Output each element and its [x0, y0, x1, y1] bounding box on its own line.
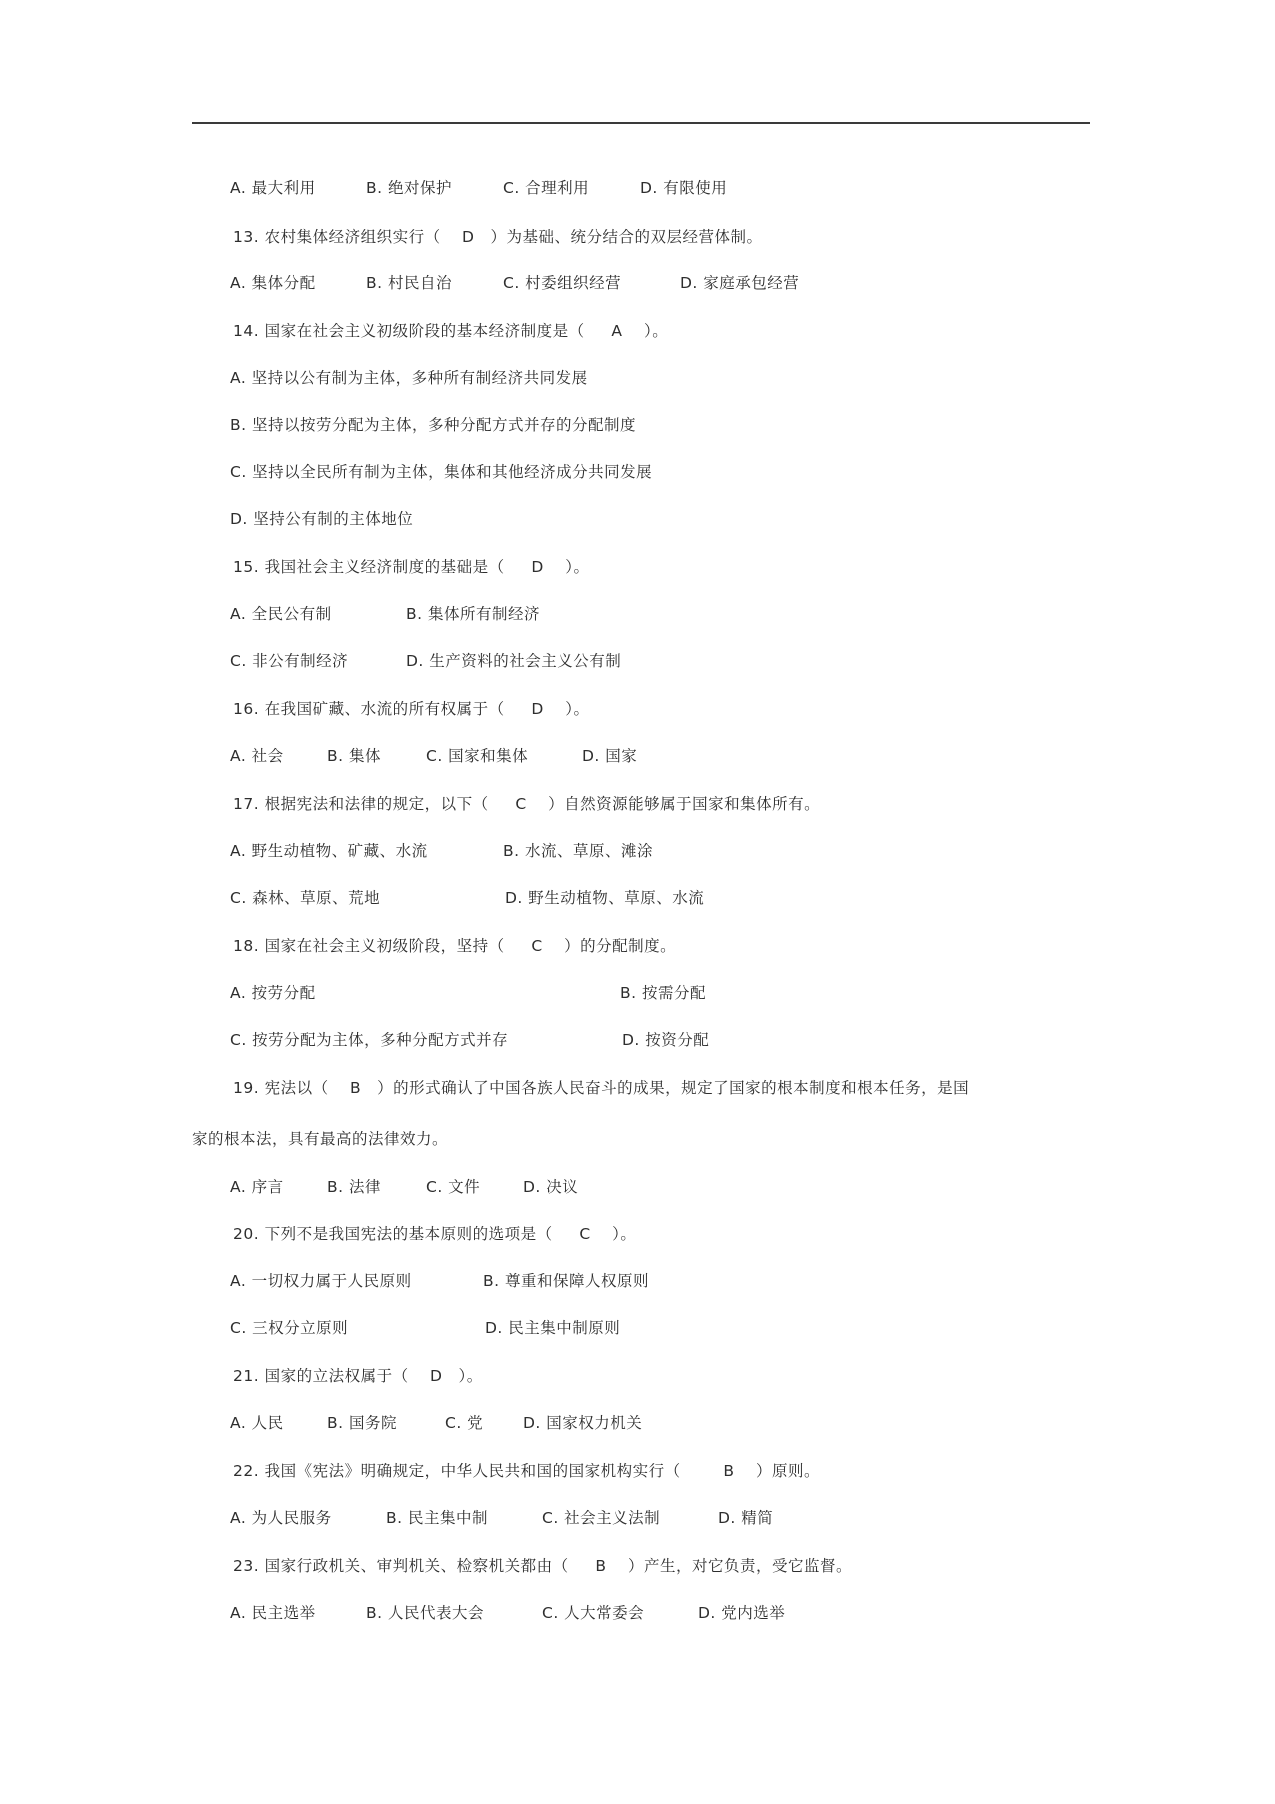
option-b: B. 水流、草原、滩涂: [503, 842, 653, 860]
option-c: C. 三权分立原则: [230, 1319, 349, 1337]
option-b: B. 集体: [327, 747, 381, 765]
option-c: C. 按劳分配为主体，多种分配方式并存: [230, 1031, 509, 1049]
option-a: A. 野生动植物、矿藏、水流: [230, 842, 428, 860]
option-c: C. 党: [445, 1414, 484, 1432]
option-a: A. 集体分配: [230, 274, 316, 292]
question-14: 14. 国家在社会主义初级阶段的基本经济制度是（ A ）。: [233, 322, 669, 340]
option-c: C. 坚持以全民所有制为主体，集体和其他经济成分共同发展: [230, 463, 653, 481]
option-a: A. 为人民服务: [230, 1509, 332, 1527]
question-20: 20. 下列不是我国宪法的基本原则的选项是（ C ）。: [233, 1225, 637, 1243]
option-b: B. 尊重和保障人权原则: [483, 1272, 649, 1290]
question-13: 13. 农村集体经济组织实行（ D ）为基础、统分结合的双层经营体制。: [233, 228, 763, 246]
option-d: D. 家庭承包经营: [680, 274, 800, 292]
option-c: C. 社会主义法制: [542, 1509, 661, 1527]
option-d: D. 党内选举: [698, 1604, 786, 1622]
option-c: C. 国家和集体: [426, 747, 529, 765]
option-b: B. 民主集中制: [386, 1509, 488, 1527]
option-c: C. 人大常委会: [542, 1604, 645, 1622]
question-18: 18. 国家在社会主义初级阶段，坚持（ C ）的分配制度。: [233, 937, 677, 955]
option-c: C. 合理利用: [503, 179, 590, 197]
option-d: D. 有限使用: [640, 179, 728, 197]
option-d: D. 国家: [582, 747, 638, 765]
header-rule: [192, 122, 1090, 124]
option-c: C. 森林、草原、荒地: [230, 889, 381, 907]
option-d: D. 野生动植物、草原、水流: [505, 889, 705, 907]
question-16: 16. 在我国矿藏、水流的所有权属于（ D ）。: [233, 700, 590, 718]
option-d: D. 国家权力机关: [523, 1414, 643, 1432]
option-a: A. 按劳分配: [230, 984, 316, 1002]
option-d: D. 决议: [523, 1178, 579, 1196]
option-d: D. 按资分配: [622, 1031, 710, 1049]
option-d: D. 民主集中制原则: [485, 1319, 621, 1337]
option-b: B. 坚持以按劳分配为主体，多种分配方式并存的分配制度: [230, 416, 636, 434]
option-d: D. 精简: [718, 1509, 774, 1527]
option-a: A. 最大利用: [230, 179, 316, 197]
option-c: C. 村委组织经营: [503, 274, 622, 292]
option-b: B. 绝对保护: [366, 179, 452, 197]
option-b: B. 国务院: [327, 1414, 397, 1432]
option-b: B. 人民代表大会: [366, 1604, 484, 1622]
question-17: 17. 根据宪法和法律的规定，以下（ C ）自然资源能够属于国家和集体所有。: [233, 795, 821, 813]
option-a: A. 一切权力属于人民原则: [230, 1272, 412, 1290]
option-d: D. 坚持公有制的主体地位: [230, 510, 414, 528]
option-d: D. 生产资料的社会主义公有制: [406, 652, 622, 670]
option-a: A. 民主选举: [230, 1604, 316, 1622]
option-a: A. 人民: [230, 1414, 284, 1432]
question-21: 21. 国家的立法权属于（ D ）。: [233, 1367, 483, 1385]
option-a: A. 坚持以公有制为主体，多种所有制经济共同发展: [230, 369, 588, 387]
option-b: B. 按需分配: [620, 984, 706, 1002]
option-a: A. 社会: [230, 747, 284, 765]
question-23: 23. 国家行政机关、审判机关、检察机关都由（ B ）产生，对它负责，受它监督。: [233, 1557, 852, 1575]
option-b: B. 村民自治: [366, 274, 452, 292]
option-a: A. 序言: [230, 1178, 284, 1196]
question-19-continued: 家的根本法，具有最高的法律效力。: [192, 1130, 449, 1148]
question-15: 15. 我国社会主义经济制度的基础是（ D ）。: [233, 558, 590, 576]
option-a: A. 全民公有制: [230, 605, 332, 623]
option-b: B. 集体所有制经济: [406, 605, 540, 623]
option-c: C. 非公有制经济: [230, 652, 349, 670]
option-b: B. 法律: [327, 1178, 381, 1196]
question-19: 19. 宪法以（ B ）的形式确认了中国各族人民奋斗的成果，规定了国家的根本制度和根本任务，是国: [233, 1079, 970, 1097]
question-22: 22. 我国《宪法》明确规定，中华人民共和国的国家机构实行（ B ）原则。: [233, 1462, 820, 1480]
option-c: C. 文件: [426, 1178, 481, 1196]
